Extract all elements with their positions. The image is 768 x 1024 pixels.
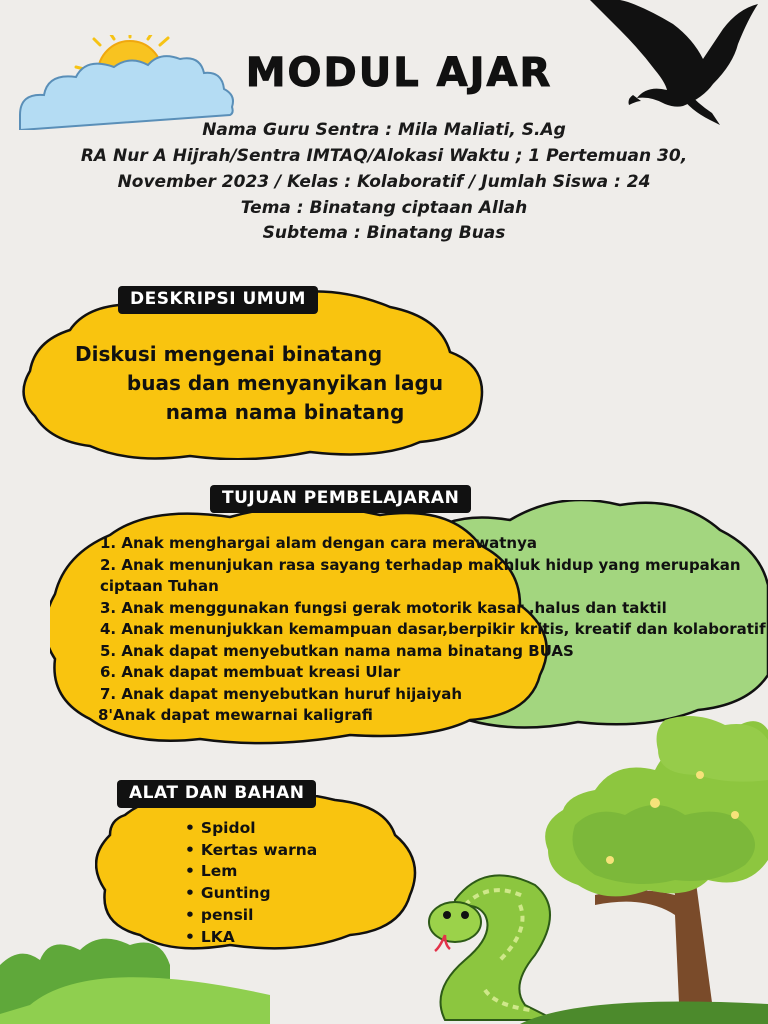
tujuan-label: TUJUAN PEMBELAJARAN — [210, 485, 471, 513]
subtheme: Subtema : Binatang Buas — [262, 223, 506, 243]
alat-label: ALAT DAN BAHAN — [117, 780, 316, 808]
list-item: 7. Anak dapat menyebutkan huruf hijaiyah — [100, 684, 463, 703]
ground — [520, 990, 768, 1024]
tujuan-list — [98, 533, 766, 727]
deskripsi-label: DESKRIPSI UMUM — [118, 286, 318, 314]
deskripsi-line: buas dan menyanyikan lagu — [126, 371, 444, 395]
list-item: • LKA — [185, 927, 317, 949]
list-item: 6. Anak dapat membuat kreasi Ular — [100, 663, 401, 681]
list-item: 2. Anak menunjukan rasa sayang terhadap makhluk hidup yang merupakan — [100, 555, 741, 574]
list-item: 8'Anak dapat mewarnai kaligrafi — [98, 706, 373, 724]
deskripsi-text — [70, 340, 500, 427]
list-item: 1. Anak menghargai alam dengan cara merawatnya — [100, 534, 537, 552]
list-item: • Gunting — [185, 883, 317, 905]
list-item: • Lem — [185, 861, 317, 883]
list-item: 5. Anak dapat menyebutkan nama nama binatang BUAS — [100, 641, 574, 660]
list-item: ciptaan Tuhan — [100, 577, 219, 595]
theme: Tema : Binatang ciptaan Allah — [240, 198, 528, 218]
list-item: 3. Anak menggunakan fungsi gerak motorik kasar ,halus dan taktil — [100, 598, 667, 617]
alat-list — [185, 818, 317, 948]
list-item: • Kertas warna — [185, 840, 317, 862]
deskripsi-line: Diskusi mengenai binatang — [75, 342, 383, 366]
school-info: RA Nur A Hijrah/Sentra IMTAQ/Alokasi Waktu ; 1 Pertemuan 30, — [80, 146, 688, 166]
list-item: • pensil — [185, 905, 317, 927]
teacher-name: Nama Guru Sentra : Mila Maliati, S.Ag — [202, 120, 566, 140]
list-item: 4. Anak menunjukkan kemampuan dasar,berpikir kritis, kreatif dan kolaboratif — [100, 620, 766, 638]
class-info: November 2023 / Kelas : Kolaboratif / Jumlah Siswa : 24 — [117, 172, 651, 192]
list-item: • Spidol — [185, 818, 317, 840]
page-title: MODUL AJAR — [245, 50, 553, 96]
deskripsi-line: nama nama binatang — [165, 400, 405, 424]
